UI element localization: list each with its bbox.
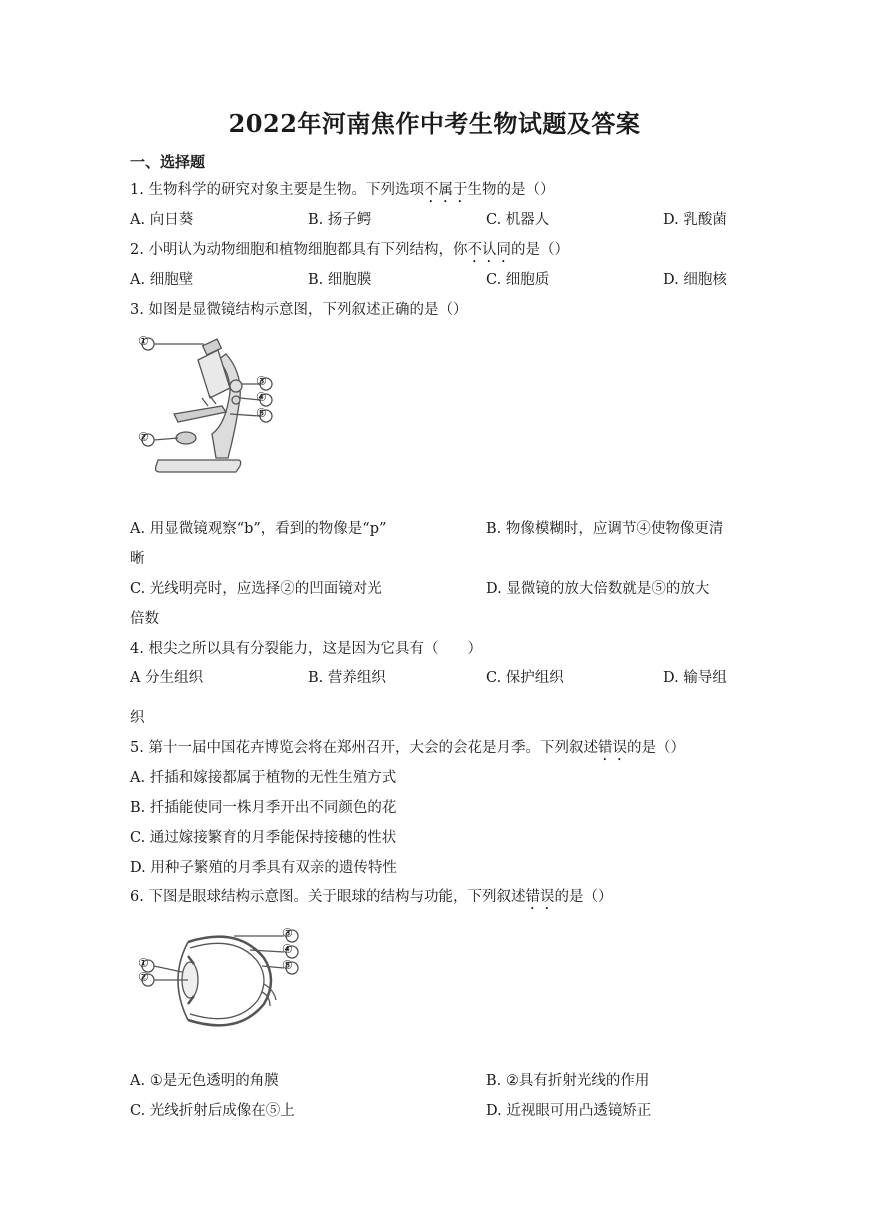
microscope-label-1: ① [138,334,149,348]
q6-stem-part: 6. 下图是眼球结构示意图。关于眼球的结构与功能，下列叙述 [130,889,526,905]
q1-option-d[interactable]: D. 乳酸菌 [663,212,727,228]
eyeball-label-5: ⑤ [282,958,293,972]
q6-emphasis: 错误 [525,889,555,905]
q5-option-d[interactable]: D. 用种子繁殖的月季具有双亲的遗传特性 [130,860,397,876]
q6-option-a[interactable]: A. ①是无色透明的角膜 [130,1073,279,1089]
question-1-stem [130,180,554,206]
q2-stem-part: 的是（） [510,242,569,258]
q5-emphasis: 错误 [597,740,627,756]
q3-option-c[interactable]: C. 光线明亮时，应选择②的凹面镜对光 [130,581,382,597]
q4-option-d-continuation: 织 [130,710,145,726]
q6-stem-part: 的是（） [554,889,613,905]
q1-stem-part: 生物的是（） [467,182,555,198]
q5-stem-part: 5. 第十一届中国花卉博览会将在郑州召开，大会的会花是月季。下列叙述 [130,740,598,756]
q4-option-a[interactable]: A 分生组织 [130,670,204,686]
question-4-stem: 4. 根尖之所以具有分裂能力，这是因为它具有（ ） [130,641,482,657]
q4-option-b[interactable]: B. 营养组织 [308,670,386,686]
microscope-figure [138,332,274,482]
q3-option-b-continuation: 晰 [130,551,145,567]
eyeball-label-3: ③ [282,926,293,940]
q5-option-c[interactable]: C. 通过嫁接繁育的月季能保持接穗的性状 [130,830,397,846]
section-heading: 一、选择题 [130,153,206,171]
q1-option-a[interactable]: A. 向日葵 [130,212,194,228]
q2-stem-part: 2. 小明认为动物细胞和植物细胞都具有下列结构，你 [130,242,468,258]
question-2-stem [130,240,569,266]
eyeball-label-2: ② [138,970,149,984]
question-6-stem [130,887,612,913]
microscope-label-2: ② [138,430,149,444]
eyeball-figure [138,922,306,1038]
q1-emphasis: 不属于 [423,182,468,198]
q5-stem-part: 的是（） [626,740,685,756]
q3-option-d[interactable]: D. 显微镜的放大倍数就是⑤的放大 [486,581,710,597]
q2-emphasis: 不认同 [467,242,511,258]
microscope-label-4: ④ [256,390,267,404]
q1-stem-part: 1. 生物科学的研究对象主要是生物。下列选项 [130,182,424,198]
q4-option-d[interactable]: D. 输导组 [663,670,727,686]
q2-option-b[interactable]: B. 细胞膜 [308,272,372,288]
q4-option-c[interactable]: C. 保护组织 [486,670,564,686]
q6-option-d[interactable]: D. 近视眼可用凸透镜矫正 [486,1103,652,1119]
document-title: 2022年河南焦作中考生物试题及答案 [228,109,641,138]
question-3-stem: 3. 如图是显微镜结构示意图，下列叙述正确的是（） [130,302,468,318]
eyeball-label-1: ① [138,956,149,970]
microscope-label-5: ⑤ [256,406,267,420]
eyeball-label-4: ④ [282,942,293,956]
q3-option-a[interactable]: A. 用显微镜观察“b”，看到的物像是“p” [130,521,387,537]
q3-option-d-continuation: 倍数 [130,611,159,627]
q5-option-b[interactable]: B. 扦插能使同一株月季开出不同颜色的花 [130,800,397,816]
q2-option-a[interactable]: A. 细胞壁 [130,272,194,288]
q1-option-b[interactable]: B. 扬子鳄 [308,212,372,228]
question-5-stem [130,738,685,764]
microscope-label-3: ③ [256,374,267,388]
q6-option-b[interactable]: B. ②具有折射光线的作用 [486,1073,650,1089]
q1-option-c[interactable]: C. 机器人 [486,212,550,228]
q2-option-c[interactable]: C. 细胞质 [486,272,550,288]
q6-option-c[interactable]: C. 光线折射后成像在⑤上 [130,1103,295,1119]
q2-option-d[interactable]: D. 细胞核 [663,272,727,288]
q5-option-a[interactable]: A. 扦插和嫁接都属于植物的无性生殖方式 [130,770,397,786]
q3-option-b[interactable]: B. 物像模糊时，应调节④使物像更清 [486,521,724,537]
